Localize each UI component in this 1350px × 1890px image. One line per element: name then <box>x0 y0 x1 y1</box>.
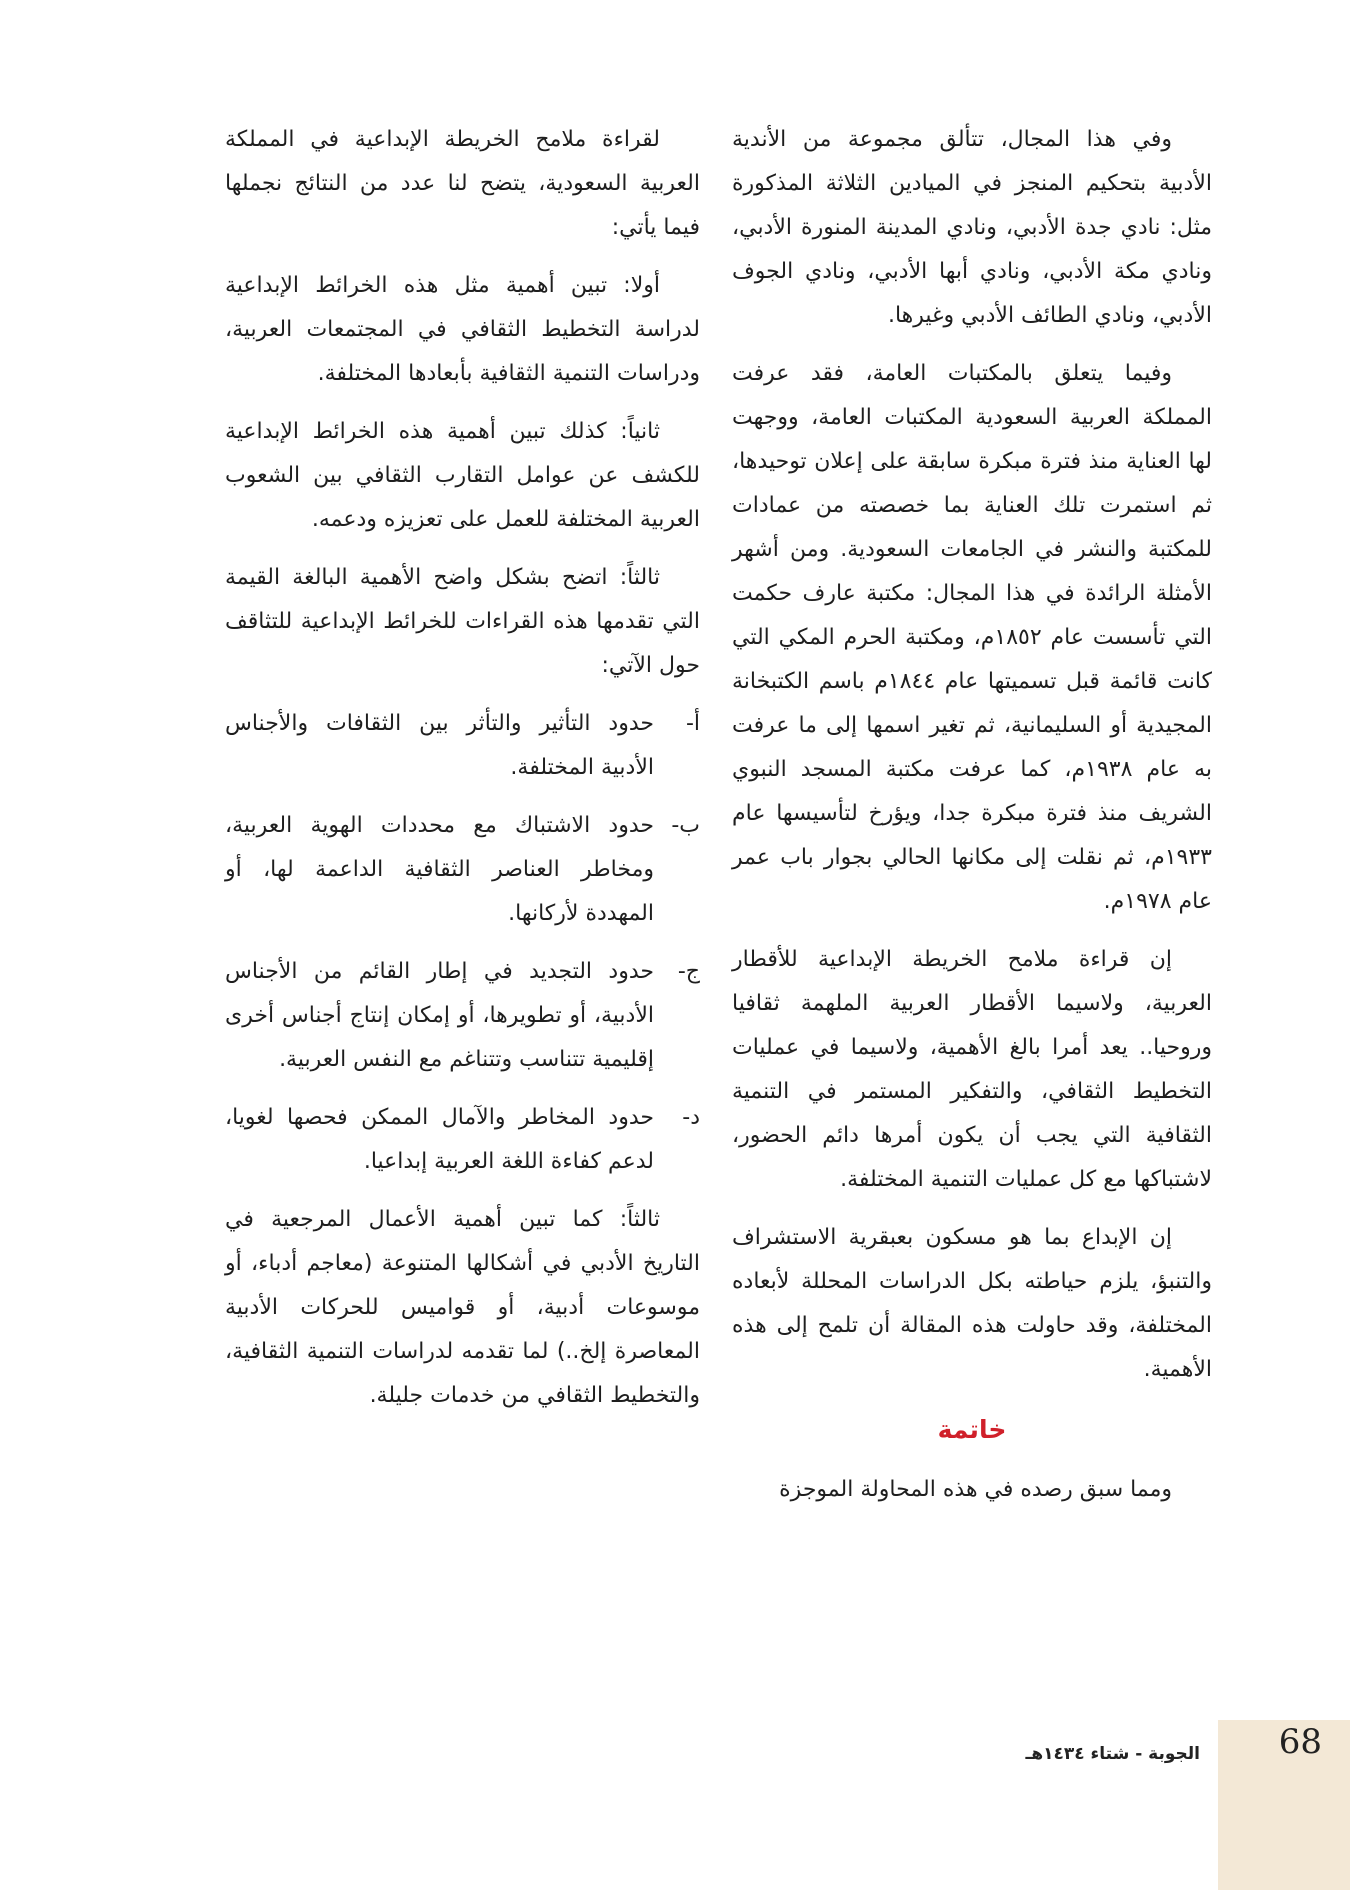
paragraph-reference-works: ثالثاً: كما تبين أهمية الأعمال المرجعية في التاريخ الأدبي في أشكالها المتنوعة (معاجم أدباء، أو موسوعات أدبية، أو قواميس للحركات الأدبية المعاصرة إلخ..) لما تقدمه لدراسات التنمية الثقافية، والتخطيط الثقافي من خدمات جليلة. <box>225 1207 700 1408</box>
list-marker: ب- <box>671 813 700 838</box>
paragraph-public-libraries: وفيما يتعلق بالمكتبات العامة، فقد عرفت المملكة العربية السعودية المكتبات العامة، ووجهت لها العناية منذ فترة مبكرة سابقة على إعلان توحيدها، ثم استمرت تلك العناية بما خصصته من عمادات للمكتبة والنشر في الجامعات السعودية. ومن أشهر الأمثلة الرائدة في هذا المجال: مكتبة عارف حكمت التي تأسست عام ١٨٥٢م، ومكتبة الحرم المكي التي كانت قائمة قبل تسميتها عام ١٨٤٤م باسم الكتبخانة المجيدية أو السليمانية، ثم تغير اسمها إلى ما عرفت به عام ١٩٣٨م، كما عرفت مكتبة المسجد النبوي الشريف منذ فترة مبكرة جدا، ويؤرخ لتأسيسها عام ١٩٣٣م، ثم نقلت إلى مكانها الحالي بجوار باب عمر عام ١٩٧٨م. <box>732 361 1213 914</box>
list-text: حدود التجديد في إطار القائم من الأجناس الأدبية، أو تطويرها، أو إمكان إنتاج أجناس أخرى إقليمية تتناسب وتتناغم مع النفس العربية. <box>225 959 654 1072</box>
list-text: حدود الاشتباك مع محددات الهوية العربية، ومخاطر العناصر الثقافية الداعمة لها، أو المهددة لأركانها. <box>225 813 654 926</box>
issue-label: الجوبة - شتاء ١٤٣٤هـ <box>1025 1744 1200 1764</box>
list-item <box>225 950 700 1082</box>
paragraph-second-result: ثانياً: كذلك تبين أهمية هذه الخرائط الإبداعية للكشف عن عوامل التقارب الثقافي بين الشعوب العربية المختلفة للعمل على تعزيزه ودعمه. <box>225 419 700 532</box>
paragraph-creative-map: إن قراءة ملامح الخريطة الإبداعية للأقطار العربية، ولاسيما الأقطار العربية الملهمة ثقافيا وروحيا.. يعد أمرا بالغ الأهمية، ولاسيما في عمليات التخطيط الثقافي، والتفكير المستمر في التنمية الثقافية التي يجب أن يكون أمرها دائم الحضور، لاشتباكها مع كل عمليات التنمية المختلفة. <box>732 947 1212 1192</box>
left-column <box>225 118 700 1432</box>
paragraph-conclusion-start: ومما سبق رصده في هذه المحاولة الموجزة <box>779 1477 1172 1502</box>
page-number: 68 <box>1278 1722 1322 1762</box>
right-column <box>732 118 1212 1526</box>
conclusion-heading: خاتمة <box>937 1415 1007 1444</box>
list-item <box>225 804 700 936</box>
list-text: حدود المخاطر والآمال الممكن فحصها لغويا، لدعم كفاءة اللغة العربية إبداعيا. <box>225 1105 654 1174</box>
list-item <box>225 702 700 790</box>
list-marker: د- <box>682 1105 700 1130</box>
paragraph-first-result: أولا: تبين أهمية مثل هذه الخرائط الإبداعية لدراسة التخطيط الثقافي في المجتمعات العربية، ودراسات التنمية الثقافية بأبعادها المختلفة. <box>225 273 700 386</box>
paragraph-literary-clubs: وفي هذا المجال، تتألق مجموعة من الأندية الأدبية بتحكيم المنجز في الميادين الثلاثة المذكورة مثل: نادي جدة الأدبي، ونادي المدينة المنورة الأدبي، ونادي مكة الأدبي، ونادي أبها الأدبي، ونادي الجوف الأدبي، ونادي الطائف الأدبي وغيرها. <box>732 127 1212 328</box>
list-item <box>225 1096 700 1184</box>
paragraph-creativity: إن الإبداع بما هو مسكون بعبقرية الاستشراف والتنبؤ، يلزم حياطته بكل الدراسات المحللة لأبعاده المختلفة، وقد حاولت هذه المقالة أن تلمح إلى هذه الأهمية. <box>732 1225 1212 1382</box>
list-marker: أ- <box>685 711 700 736</box>
paragraph-third-result: ثالثاً: اتضح بشكل واضح الأهمية البالغة القيمة التي تقدمها هذه القراءات للخرائط الإبداعية للتثاقف حول الآتي: <box>225 565 700 678</box>
paragraph-conclusion-continued: لقراءة ملامح الخريطة الإبداعية في المملكة العربية السعودية، يتضح لنا عدد من النتائج نجملها فيما يأتي: <box>225 127 700 240</box>
list-text: حدود التأثير والتأثر بين الثقافات والأجناس الأدبية المختلفة. <box>225 711 654 780</box>
list-marker: ج- <box>677 959 700 984</box>
